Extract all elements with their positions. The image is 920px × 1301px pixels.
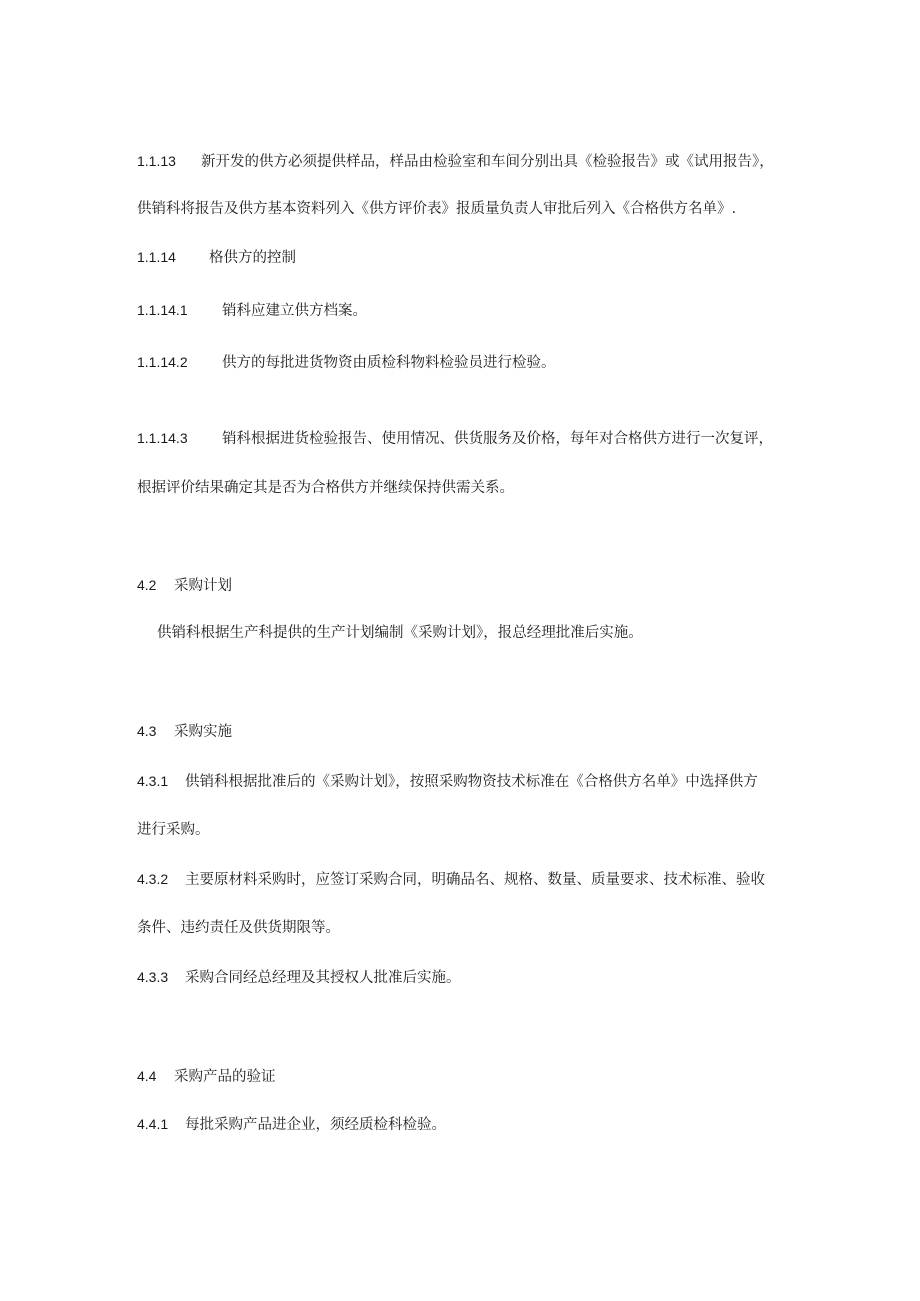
clause-1-1-14-3 bbox=[137, 428, 773, 449]
clause-number: 1.1.14.3 bbox=[137, 430, 188, 446]
clause-1-1-14-2 bbox=[137, 352, 556, 373]
section-4-3 bbox=[137, 721, 232, 742]
clause-text: 销科根据进货检验报告、使用情况、供货服务及价格，每年对合格供方进行一次复评， bbox=[222, 431, 773, 447]
clause-1-1-14-1 bbox=[137, 300, 367, 321]
clause-continuation bbox=[137, 199, 736, 219]
section-number: 4.4 bbox=[137, 1068, 157, 1084]
clause-text: 销科应建立供方档案。 bbox=[222, 303, 367, 319]
clause-1-1-14 bbox=[137, 247, 296, 268]
section-heading: 采购产品的验证 bbox=[174, 1069, 276, 1085]
section-number: 4.2 bbox=[137, 577, 157, 593]
clause-heading: 格供方的控制 bbox=[209, 250, 296, 266]
clause-text: 每批采购产品进企业，须经质检科检验。 bbox=[185, 1117, 446, 1133]
clause-text: 供销科将报告及供方基本资料列入《供方评价表》报质量负责人审批后列入《合格供方名单》. bbox=[137, 201, 737, 217]
clause-number: 1.1.14.2 bbox=[137, 354, 188, 370]
clause-number: 4.3.1 bbox=[137, 773, 169, 789]
section-heading: 采购计划 bbox=[174, 578, 232, 594]
clause-text: 主要原材料采购时，应签订采购合同，明确品名、规格、数量、质量要求、技术标准、验收 bbox=[185, 872, 765, 888]
clause-number: 1.1.14.1 bbox=[137, 302, 188, 318]
clause-number: 4.3.3 bbox=[137, 969, 169, 985]
section-4-2 bbox=[137, 575, 232, 596]
clause-number: 1.1.14 bbox=[137, 249, 176, 265]
clause-text: 供销科根据生产科提供的生产计划编制《采购计划》，报总经理批准后实施。 bbox=[157, 625, 643, 641]
clause-text: 新开发的供方必须提供样品，样品由检验室和车间分别出具《检验报告》或《试用报告》， bbox=[201, 154, 774, 170]
clause-text: 采购合同经总经理及其授权人批准后实施。 bbox=[185, 970, 461, 986]
clause-4-3-3 bbox=[137, 967, 461, 988]
clause-text: 根据评价结果确定其是否为合格供方并继续保持供需关系。 bbox=[137, 480, 514, 496]
clause-4-4-1 bbox=[137, 1114, 446, 1135]
clause-continuation bbox=[137, 478, 514, 498]
clause-continuation bbox=[137, 918, 340, 938]
section-4-4 bbox=[137, 1066, 276, 1087]
clause-number: 4.4.1 bbox=[137, 1116, 169, 1132]
clause-number: 1.1.13 bbox=[137, 153, 176, 169]
section-number: 4.3 bbox=[137, 723, 157, 739]
section-body bbox=[157, 623, 643, 643]
clause-4-3-2 bbox=[137, 869, 765, 890]
section-heading: 采购实施 bbox=[174, 724, 232, 740]
clause-text: 条件、违约责任及供货期限等。 bbox=[137, 920, 340, 936]
clause-text: 供销科根据批准后的《采购计划》，按照采购物资技术标准在《合格供方名单》中选择供方 bbox=[185, 774, 758, 790]
clause-number: 4.3.2 bbox=[137, 871, 169, 887]
clause-1-1-13 bbox=[137, 151, 774, 172]
clause-text: 进行采购。 bbox=[137, 822, 210, 838]
clause-4-3-1 bbox=[137, 771, 758, 792]
clause-continuation bbox=[137, 820, 210, 840]
clause-text: 供方的每批进货物资由质检科物料检验员进行检验。 bbox=[222, 355, 556, 371]
